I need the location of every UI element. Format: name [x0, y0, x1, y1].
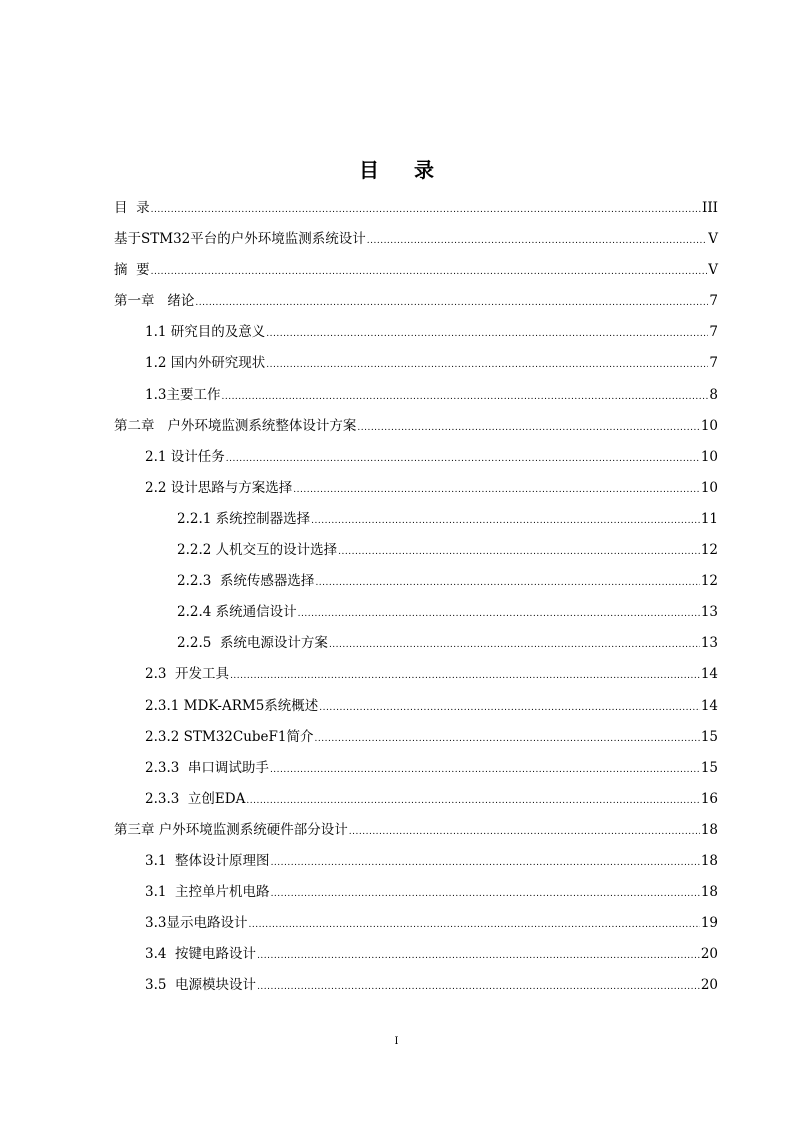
toc-entry-page: 16: [700, 790, 718, 807]
toc-dot-leader: [151, 195, 701, 226]
toc-entry-label: 第二章 户外环境监测系统整体设计方案: [114, 417, 357, 434]
toc-entry-label: 目 录: [114, 200, 150, 216]
toc-entry-label: 3.3显示电路设计: [145, 915, 248, 932]
toc-entry[interactable]: [114, 286, 718, 317]
toc-dot-leader: [271, 879, 700, 910]
toc-entry-label: 1.3主要工作: [145, 386, 221, 403]
toc-entry-label: 1.1 研究目的及意义: [145, 324, 266, 341]
toc-entry-label: 2.3 开发工具: [145, 666, 230, 683]
toc-entry-page: 12: [700, 573, 718, 590]
toc-entry-label: 2.3.3 立创EDA: [145, 790, 246, 807]
toc-entry[interactable]: [114, 628, 718, 659]
toc-dot-leader: [349, 817, 700, 848]
toc-entry[interactable]: [114, 380, 718, 411]
toc-entry-label: 基于STM32平台的户外环境监测系统设计: [114, 231, 366, 248]
toc-dot-leader: [270, 755, 700, 786]
toc-entry-page: 20: [700, 977, 718, 994]
toc-entry-page: 11: [700, 510, 718, 527]
toc-entry-label: 2.2.2 人机交互的设计选择: [177, 542, 338, 559]
toc-entry-label: 2.2.4 系统通信设计: [177, 604, 297, 621]
toc-entry-label: 2.2.3 系统传感器选择: [177, 573, 315, 590]
toc-dot-leader: [311, 506, 700, 537]
toc-entry[interactable]: [114, 846, 718, 877]
toc-entry[interactable]: [114, 442, 718, 473]
toc-entry[interactable]: [114, 535, 718, 566]
toc-entry[interactable]: [114, 224, 718, 255]
toc-entry[interactable]: [114, 193, 718, 224]
toc-dot-leader: [315, 568, 699, 599]
toc-entry-label: 3.4 按键电路设计: [145, 946, 257, 963]
toc-entry-label: 3.1 主控单片机电路: [145, 884, 270, 901]
toc-entry-page: 7: [709, 324, 718, 341]
page-title: 目 录: [359, 158, 448, 182]
toc-entry-page: 13: [700, 635, 718, 652]
toc-entry[interactable]: [114, 566, 718, 597]
toc-dot-leader: [257, 941, 700, 972]
toc-dot-leader: [246, 786, 699, 817]
toc-entry-page: V: [708, 231, 718, 248]
toc-dot-leader: [226, 444, 700, 475]
table-of-contents: [114, 193, 718, 1001]
toc-entry-page: 7: [709, 355, 718, 372]
toc-entry-page: 15: [700, 728, 718, 745]
toc-entry-page: III: [702, 200, 718, 216]
toc-dot-leader: [151, 257, 708, 288]
toc-entry-page: 7: [709, 293, 718, 310]
toc-entry[interactable]: [114, 784, 718, 815]
toc-entry-page: 10: [700, 417, 718, 434]
toc-entry-page: 12: [700, 542, 718, 559]
toc-entry-page: V: [708, 262, 718, 279]
toc-entry[interactable]: [114, 255, 718, 286]
toc-entry-label: 2.3.3 串口调试助手: [145, 759, 269, 776]
toc-entry-label: 2.2.1 系统控制器选择: [177, 510, 311, 527]
toc-dot-leader: [293, 475, 700, 506]
toc-entry-label: 2.2 设计思路与方案选择: [145, 479, 293, 496]
toc-entry-label: 3.5 电源模块设计: [145, 977, 257, 994]
toc-dot-leader: [329, 630, 700, 661]
toc-entry-page: 10: [700, 448, 718, 465]
toc-dot-leader: [266, 319, 708, 350]
toc-entry-label: 2.1 设计任务: [145, 448, 225, 465]
toc-entry[interactable]: [114, 317, 718, 348]
toc-entry-label: 第一章 绪论: [114, 293, 195, 310]
toc-entry-page: 14: [700, 666, 718, 683]
toc-dot-leader: [338, 537, 700, 568]
toc-entry[interactable]: [114, 504, 718, 535]
toc-entry-page: 18: [700, 821, 718, 838]
toc-entry[interactable]: [114, 753, 718, 784]
toc-dot-leader: [230, 661, 700, 692]
toc-dot-leader: [367, 226, 707, 257]
toc-entry-label: 3.1 整体设计原理图: [145, 852, 270, 869]
toc-entry-label: 第三章 户外环境监测系统硬件部分设计: [114, 821, 348, 838]
toc-entry[interactable]: [114, 722, 718, 753]
page-number: I: [394, 1036, 399, 1047]
toc-entry-page: 15: [700, 759, 718, 776]
toc-entry-page: 20: [700, 946, 718, 963]
toc-entry-label: 1.2 国内外研究现状: [145, 355, 266, 372]
toc-entry-page: 18: [700, 852, 718, 869]
toc-entry-page: 8: [709, 386, 718, 403]
toc-entry-label: 2.3.1 MDK-ARM5系统概述: [145, 697, 319, 714]
toc-entry[interactable]: [114, 597, 718, 628]
toc-dot-leader: [298, 599, 700, 630]
toc-entry[interactable]: [114, 939, 718, 970]
toc-entry-page: 10: [700, 479, 718, 496]
toc-entry[interactable]: [114, 908, 718, 939]
toc-entry[interactable]: [114, 473, 718, 504]
toc-dot-leader: [271, 848, 700, 879]
toc-entry-page: 19: [700, 915, 718, 932]
toc-entry[interactable]: [114, 348, 718, 379]
toc-dot-leader: [319, 693, 700, 724]
toc-entry[interactable]: [114, 815, 718, 846]
toc-dot-leader: [221, 382, 708, 413]
toc-entry[interactable]: [114, 970, 718, 1001]
toc-dot-leader: [266, 350, 708, 381]
toc-entry[interactable]: [114, 659, 718, 690]
toc-dot-leader: [315, 724, 700, 755]
toc-entry-page: 14: [700, 697, 718, 714]
toc-entry-label: 摘 要: [114, 262, 150, 279]
toc-entry-page: 13: [700, 604, 718, 621]
toc-entry-label: 2.2.5 系统电源设计方案: [177, 635, 328, 652]
toc-dot-leader: [248, 910, 699, 941]
toc-entry[interactable]: [114, 877, 718, 908]
toc-entry-label: 2.3.2 STM32CubeF1简介: [145, 728, 314, 745]
toc-entry[interactable]: [114, 691, 718, 722]
toc-dot-leader: [357, 413, 699, 444]
toc-entry-page: 18: [700, 884, 718, 901]
toc-entry[interactable]: [114, 411, 718, 442]
toc-dot-leader: [257, 972, 700, 1003]
toc-dot-leader: [195, 288, 708, 319]
